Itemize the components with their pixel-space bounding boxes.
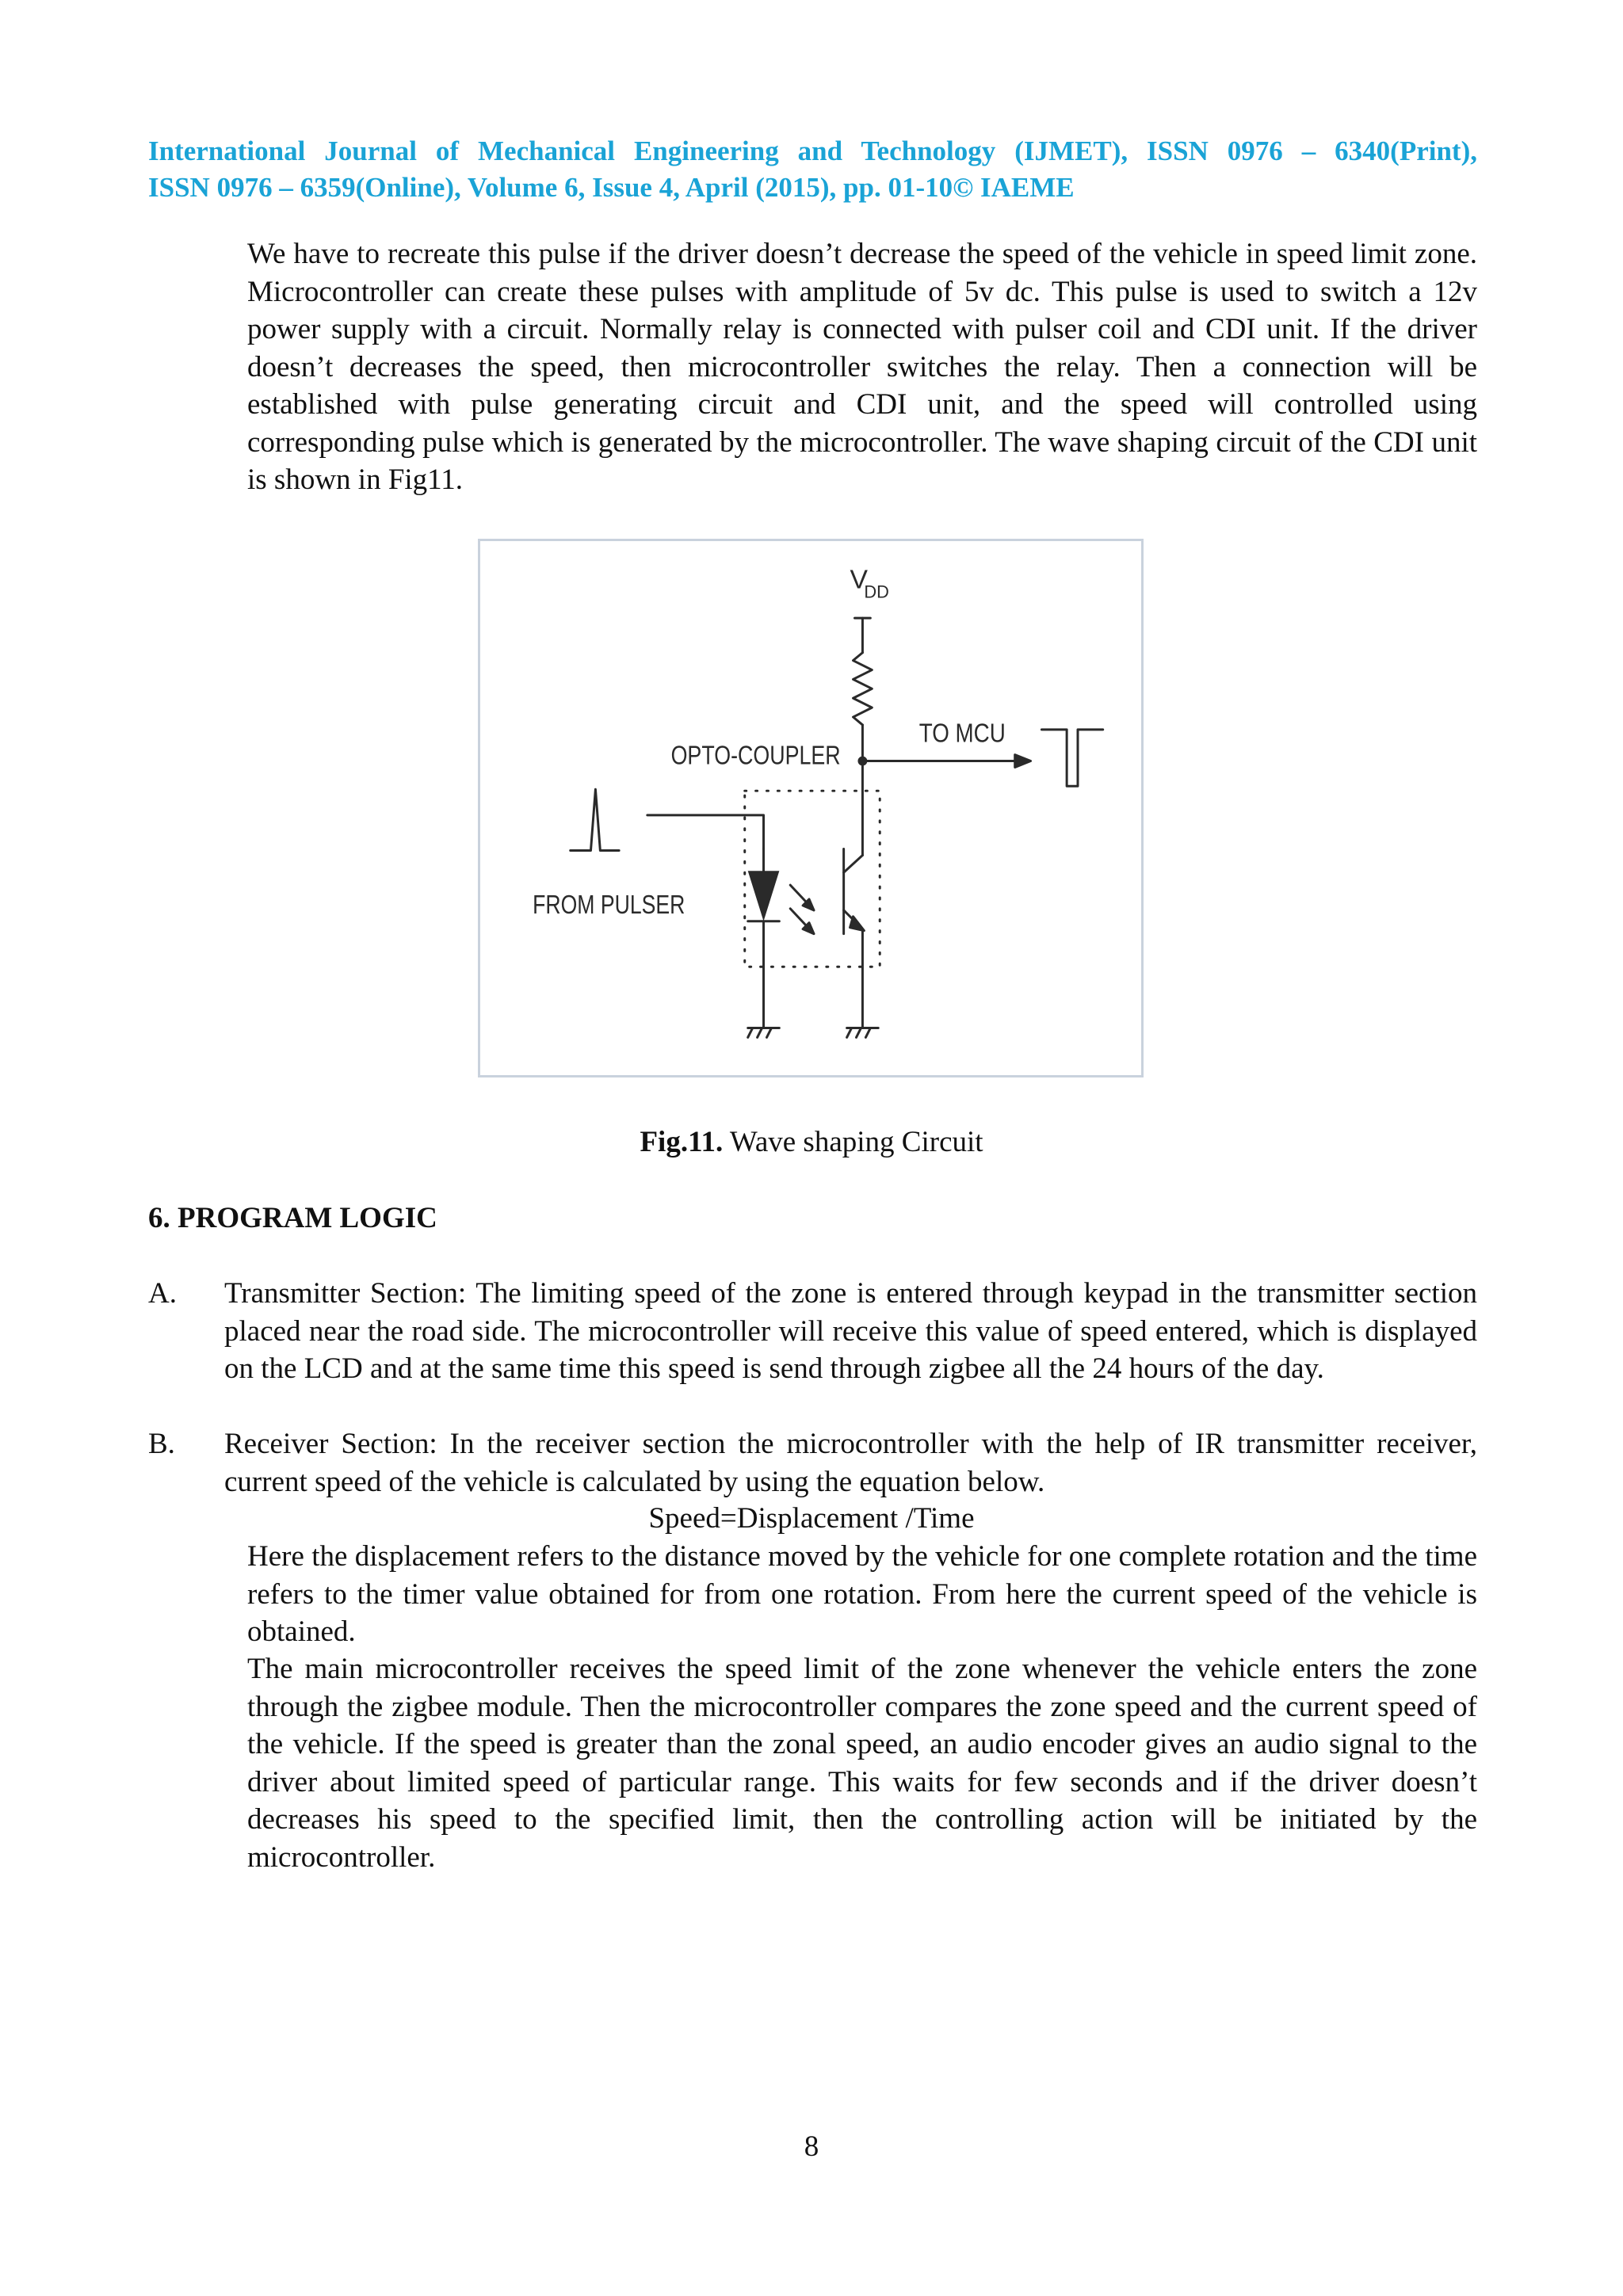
section-heading: 6. PROGRAM LOGIC <box>148 1202 437 1234</box>
list-item-text: Transmitter Section: The limiting speed of the zone is entered through keypad in the transmitter section placed near the road side. The microcontroller will receive this value of speed entered, which is displayed on the LCD and at the same time this speed is send through zigbee all the 24 hours of the day. <box>224 1277 1477 1385</box>
figure-caption-text: Wave shaping Circuit <box>723 1126 983 1158</box>
journal-header-line-1: International Journal of Mechanical Engineering and Technology (IJMET), ISSN 0976 – 6340(Print), <box>148 135 1477 166</box>
vdd-subscript: DD <box>864 582 889 602</box>
wave-shaping-circuit-figure <box>478 539 1144 1077</box>
input-wire <box>647 815 764 849</box>
list-item-transmitter <box>148 1275 1477 1388</box>
output-pulse-waveform <box>1041 730 1102 786</box>
junction-dot <box>857 757 867 766</box>
list-marker: B. <box>148 1428 175 1460</box>
circuit-diagram <box>480 541 1141 1075</box>
vdd-label: V <box>850 564 869 595</box>
page-number: 8 <box>804 2130 819 2163</box>
input-pulse-waveform <box>571 789 619 850</box>
paragraph-main-controller <box>148 1650 1477 1876</box>
from-pulser-label: FROM PULSER <box>533 889 685 920</box>
intro-paragraph-text: We have to recreate this pulse if the driver doesn’t decrease the speed of the vehicle in speed limit zone. Microcontroller can create these pulses with amplitude of 5v dc. This pulse is used to switch a 12v power supply with a circuit. Normally relay is connected with pulser coil and CDI unit. If the driver doesn’t decreases the speed, then microcontroller switches the relay. Then a connection will be established with pulse generating circuit and CDI unit, and the speed will controlled using corresponding pulse which is generated by the microcontroller. The wave shaping circuit of the CDI unit is shown in Fig11. <box>247 238 1477 496</box>
intro-paragraph <box>148 235 1477 499</box>
paragraph-displacement <box>148 1538 1477 1651</box>
transistor-collector <box>844 855 863 872</box>
paragraph-displacement-text: Here the displacement refers to the distance moved by the vehicle for one complete rotation and the time refers to the timer value obtained for from one rotation. From here the current speed of the vehicle is obtained. <box>247 1540 1477 1648</box>
speed-equation: Speed=Displacement /Time <box>648 1502 975 1535</box>
figure-caption <box>0 1123 1623 1161</box>
list-item-receiver <box>148 1425 1477 1501</box>
led-diode <box>748 871 780 921</box>
pull-up-resistor <box>854 653 873 725</box>
list-marker: A. <box>148 1277 177 1310</box>
paragraph-main-controller-text: The main microcontroller receives the speed limit of the zone whenever the vehicle enters the zone through the zigbee module. Then the microcontroller compares the zone speed and the current speed of the vehicle. If the speed is greater than the zonal speed, an audio encoder gives an audio signal to the driver about limited speed of particular range. This waits for few seconds and if the driver doesn’t decreases his speed to the specified limit, then the controlling action will be initiated by the microcontroller. <box>247 1653 1477 1874</box>
figure-caption-number: Fig.11. <box>640 1126 724 1158</box>
journal-header <box>148 133 1477 206</box>
journal-header-line-2: ISSN 0976 – 6359(Online), Volume 6, Issue 4, April (2015), pp. 01-10© IAEME <box>148 172 1075 203</box>
to-mcu-label: TO MCU <box>918 718 1006 749</box>
list-item-text: Receiver Section: In the receiver section the microcontroller with the help of IR transmitter receiver, current speed of the vehicle is calculated by using the equation below. <box>224 1428 1477 1498</box>
to-mcu-arrow <box>1015 755 1031 768</box>
opto-coupler-label: OPTO-COUPLER <box>670 740 841 771</box>
